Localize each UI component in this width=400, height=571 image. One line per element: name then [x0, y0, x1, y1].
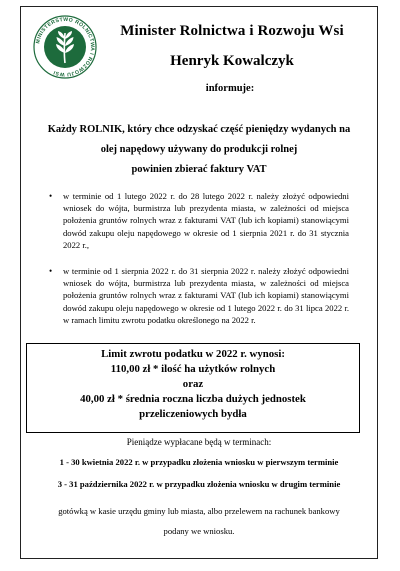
limit-line-2: 110,00 zł * ilość ha użytków rolnych: [110, 363, 276, 375]
deadline-list: [49, 190, 349, 340]
bullet-icon: •: [49, 266, 53, 277]
intro-line-1: Każdy ROLNIK, który chce odzyskać część pieniędzy wydanych na: [47, 124, 351, 135]
list-item: [49, 265, 349, 326]
limit-line-1: Limit zwrotu podatku w 2022 r. wynosi:: [101, 348, 285, 360]
list-item: [49, 190, 349, 251]
intro-line-3: powinien zbierać faktury VAT: [131, 164, 267, 175]
informs-label: informuje:: [205, 83, 255, 94]
payment-term-1: 1 - 30 kwietnia 2022 r. w przypadku złożenia wniosku w pierwszym terminie: [59, 457, 339, 467]
list-item-text: w terminie od 1 lutego 2022 r. do 28 lutego 2022 r. należy złożyć odpowiedni wniosek do wójta, burmistrza lub prezydenta miasta, w zależności od miejsca położenia gruntów rolnych wraz z fakturami VAT (lub ich kopiami) stanowiącymi dowód zakupu oleju napędowego w okresie od 1 sierpnia 2021 r. do 31 stycznia 2022 r.,: [63, 191, 349, 250]
payment-method-line-1: gotówką w kasie urzędu gminy lub miasta, albo przelewem na rachunek bankowy: [58, 506, 340, 516]
list-item-text: w terminie od 1 sierpnia 2022 r. do 31 sierpnia 2022 r. należy złożyć odpowiedni wniosek do wójta, burmistrza lub prezydenta miasta, w zależności od miejsca położenia gruntów rolnych wraz z fakturami VAT (lub ich kopiami) stanowiącymi dowód zakupu oleju napędowego w okresie od 1 lutego 2022 r. do 31 lipca 2022 r. w ramach limitu zwrotu podatku określonego na 2022 r.: [63, 266, 349, 325]
limit-line-3: oraz: [182, 378, 204, 390]
payment-intro: Pieniądze wypłacane będą w terminach:: [126, 437, 272, 447]
bullet-icon: •: [49, 191, 53, 201]
minister-name: Henryk Kowalczyk: [170, 53, 294, 69]
payment-term-2: 3 - 31 października 2022 r. w przypadku złożenia wniosku w drugim terminie: [57, 479, 341, 489]
limit-box: [26, 343, 360, 433]
minister-title: Minister Rolnictwa i Rozwoju Wsi: [120, 23, 344, 39]
intro-statement: [31, 120, 367, 180]
emblem-ring-text: MINISTERSTWO ROLNICTWA I ROZWOJU WSI: [35, 16, 96, 78]
notice-page: [20, 6, 378, 559]
payment-method-line-2: podany we wniosku.: [163, 526, 235, 536]
limit-line-5: przeliczeniowych bydła: [139, 408, 247, 420]
limit-line-4: 40,00 zł * średnia roczna liczba dużych jednostek: [80, 393, 306, 405]
intro-line-2: olej napędowy używany do produkcji rolnej: [100, 144, 298, 155]
